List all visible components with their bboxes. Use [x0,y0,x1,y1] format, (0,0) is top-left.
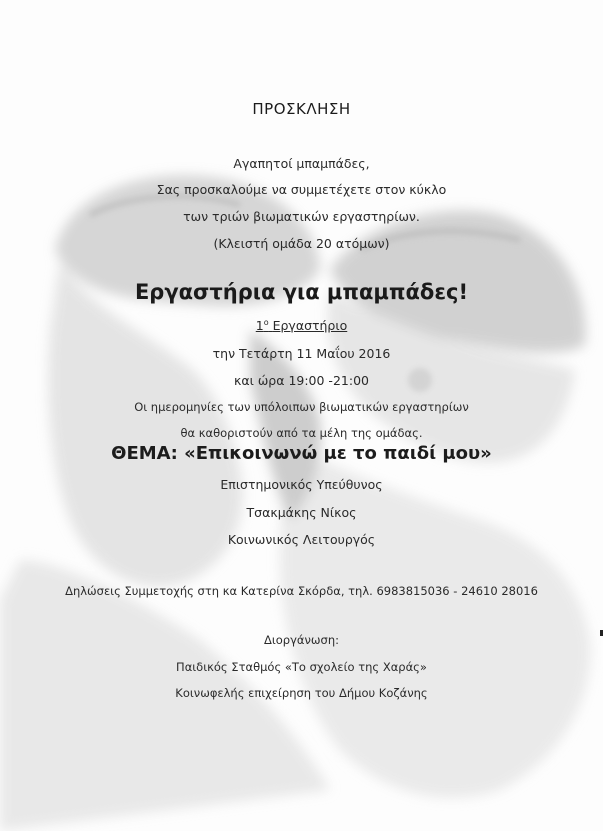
schedule-note-line-1: Οι ημερομηνίες των υπόλοιπων βιωματικών εργαστηρίων [134,400,469,414]
page-title: ΠΡΟΣΚΛΗΣΗ [252,100,351,118]
workshop-word: Εργαστήριο [272,318,348,334]
organizer-line-1: Παιδικός Σταθμός «Το σχολείο της Χαράς» [176,660,427,674]
workshop-number-digit: 1 [255,318,264,334]
registration-contact: Δηλώσεις Συμμετοχής στη κα Κατερίνα Σκόρδα, τηλ. 6983815036 - 24610 28016 [65,584,538,598]
organizer-label: Διοργάνωση: [264,633,339,647]
scientific-lead-role: Επιστημονικός Υπεύθυνος [220,477,383,492]
workshop-time: και ώρα 19:00 -21:00 [234,373,369,388]
schedule-note-line-2: θα καθοριστούν από τα μέλη της ομάδας. [180,426,423,440]
workshop-number [0,318,603,333]
invite-text-line-1: Σας προσκαλούμε να συμμετέχετε στον κύκλο [156,182,447,197]
social-worker-role: Κοινωνικός Λειτουργός [227,532,376,547]
workshop-date: την Τετάρτη 11 Μαΐου 2016 [212,346,391,361]
invite-text-line-2: των τριών βιωματικών εργαστηρίων. [183,209,420,224]
closed-group-note: (Κλειστή ομάδα 20 ατόμων) [213,236,390,251]
theme-heading: ΘΕΜΑ: «Επικοινωνώ με το παιδί μου» [111,443,492,464]
lead-person-name: Τσακμάκης Νίκος [246,505,357,520]
headline: Εργαστήρια για μπαμπάδες! [134,280,469,304]
greeting-text: Αγαπητοί μπαμπάδες, [233,156,370,171]
workshop-number-label [256,318,348,333]
workshop-ordinal-suffix: ο [263,318,269,327]
organizer-line-2: Κοινωφελής επιχείρηση του Δήμου Κοζάνης [175,686,428,700]
